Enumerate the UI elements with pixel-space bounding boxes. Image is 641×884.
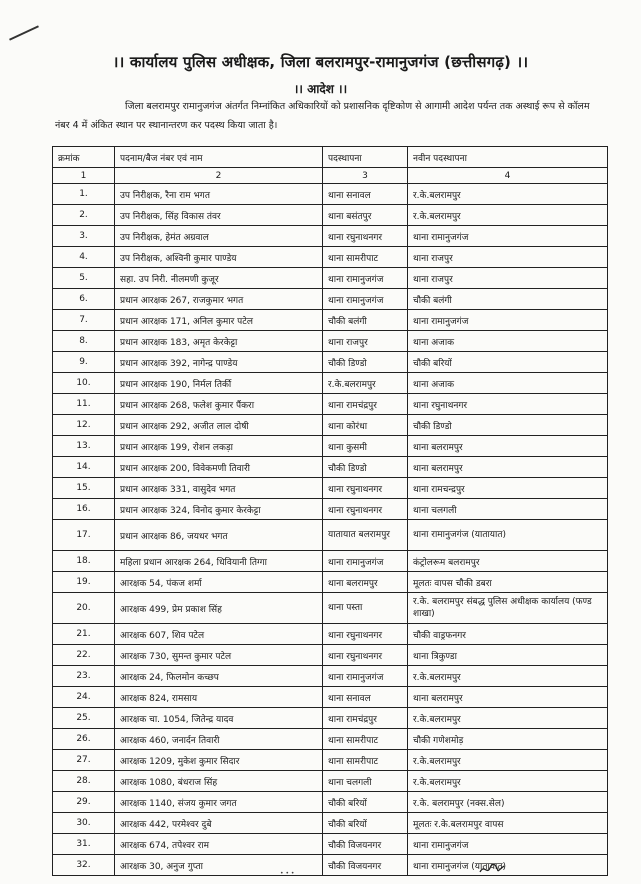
- cell-name: प्रधान आरक्षक 331, वासुदेव भगत: [115, 478, 323, 499]
- cell-name: आरक्षक 1140, संजय कुमार जगत: [115, 792, 323, 813]
- cell-serial: 32.: [53, 855, 115, 876]
- cell-serial: 31.: [53, 834, 115, 855]
- cell-name: महिला प्रधान आरक्षक 264, धिवियानी तिग्गा: [115, 551, 323, 572]
- table-row: [53, 394, 608, 415]
- cell-serial: 9.: [53, 352, 115, 373]
- cell-new-posting: मूलतः र.के.बलरामपुर वापस: [408, 813, 608, 834]
- cell-posting: थाना रामानुजगंज: [323, 289, 408, 310]
- cell-name: आरक्षक 499, प्रेम प्रकाश सिंह: [115, 593, 323, 624]
- cell-serial: 24.: [53, 687, 115, 708]
- table-row: [53, 813, 608, 834]
- cell-new-posting: र.के.बलरामपुर: [408, 205, 608, 226]
- table-row: [53, 792, 608, 813]
- cell-name: उप निरीक्षक, सिंह विकास तंवर: [115, 205, 323, 226]
- cell-name: आरक्षक 24, फिलमोन कच्छप: [115, 666, 323, 687]
- cell-name: प्रधान आरक्षक 190, निर्मल तिर्की: [115, 373, 323, 394]
- cell-new-posting: थाना रामानुजगंज: [408, 310, 608, 331]
- cell-new-posting: थाना रामानुजगंज: [408, 226, 608, 247]
- cell-posting: चौकी विजयनगर: [323, 855, 408, 876]
- cell-name: आरक्षक चा. 1054, जितेन्द्र यादव: [115, 708, 323, 729]
- cell-posting: थाना रघुनाथनगर: [323, 624, 408, 645]
- cell-posting: थाना बसंतपुर: [323, 205, 408, 226]
- table-row: [53, 750, 608, 771]
- cell-new-posting: थाना चलगली: [408, 499, 608, 520]
- cell-name: आरक्षक 824, रामसाय: [115, 687, 323, 708]
- header-new-posting: नवीन पदस्थापना: [408, 147, 608, 168]
- table-row: [53, 687, 608, 708]
- cell-posting: चौकी बलंगी: [323, 310, 408, 331]
- cell-name: आरक्षक 1209, मुकेश कुमार सिदार: [115, 750, 323, 771]
- cell-name: आरक्षक 607, शिव पटेल: [115, 624, 323, 645]
- signature-icon: [478, 862, 506, 876]
- cell-name: आरक्षक 30, अनुज गुप्ता: [115, 855, 323, 876]
- table-header-row: [53, 147, 608, 168]
- table-row: [53, 572, 608, 593]
- cell-name: उप निरीक्षक, अश्विनी कुमार पाण्डेय: [115, 247, 323, 268]
- table-row: [53, 593, 608, 624]
- cell-serial: 12.: [53, 415, 115, 436]
- table-row: [53, 310, 608, 331]
- table-row: [53, 373, 608, 394]
- cell-posting: र.के.बलरामपुर: [323, 373, 408, 394]
- cell-new-posting: थाना बलरामपुर: [408, 436, 608, 457]
- cell-posting: यातायात बलरामपुर: [323, 520, 408, 551]
- cell-new-posting: थाना रामानुजगंज: [408, 834, 608, 855]
- cell-posting: थाना रामानुजगंज: [323, 551, 408, 572]
- cell-serial: 1.: [53, 184, 115, 205]
- cell-posting: चौकी बरियों: [323, 813, 408, 834]
- cell-serial: 8.: [53, 331, 115, 352]
- cell-serial: 10.: [53, 373, 115, 394]
- cell-new-posting: थाना रामानुजगंज (यातायात): [408, 520, 608, 551]
- table-row: [53, 247, 608, 268]
- cell-serial: 20.: [53, 593, 115, 624]
- cell-posting: चौकी बरियों: [323, 792, 408, 813]
- cell-new-posting: थाना अजाक: [408, 373, 608, 394]
- cell-posting: थाना सामरीपाट: [323, 729, 408, 750]
- cell-name: आरक्षक 1080, बंधराज सिंह: [115, 771, 323, 792]
- cell-name: प्रधान आरक्षक 200, विवेकमणी तिवारी: [115, 457, 323, 478]
- table-row: [53, 666, 608, 687]
- cell-posting: चौकी डिण्डो: [323, 457, 408, 478]
- order-heading: ।। आदेश ।।: [293, 82, 348, 96]
- table-row: [53, 708, 608, 729]
- cell-serial: 22.: [53, 645, 115, 666]
- cell-posting: थाना रामानुजगंज: [323, 268, 408, 289]
- table-row: [53, 289, 608, 310]
- cell-new-posting: थाना बलरामपुर: [408, 457, 608, 478]
- table-row: [53, 499, 608, 520]
- table-row: [53, 184, 608, 205]
- cell-serial: 11.: [53, 394, 115, 415]
- table-row: [53, 771, 608, 792]
- cell-new-posting: र.के.बलरामपुर: [408, 771, 608, 792]
- cell-posting: थाना बलरामपुर: [323, 572, 408, 593]
- cell-serial: 5.: [53, 268, 115, 289]
- header-name: पदनाम/बैज नंबर एवं नाम: [115, 147, 323, 168]
- cell-name: आरक्षक 674, तपेश्वर राम: [115, 834, 323, 855]
- table-row: [53, 352, 608, 373]
- cell-posting: थाना रामानुजगंज: [323, 666, 408, 687]
- cell-new-posting: चौकी वाड्रफनगर: [408, 624, 608, 645]
- cell-serial: 26.: [53, 729, 115, 750]
- cell-posting: थाना सनावल: [323, 184, 408, 205]
- cell-serial: 21.: [53, 624, 115, 645]
- table-row: [53, 551, 608, 572]
- cell-name: सहा. उप निरी. नीलमणी कुजूर: [115, 268, 323, 289]
- cell-posting: थाना सनावल: [323, 687, 408, 708]
- cell-new-posting: र.के. बलरामपुर (नक्स.सेल): [408, 792, 608, 813]
- cell-new-posting: थाना रघुनाथनगर: [408, 394, 608, 415]
- table-row: [53, 331, 608, 352]
- header-posting: पदस्थापना: [323, 147, 408, 168]
- cell-posting: थाना रघुनाथनगर: [323, 226, 408, 247]
- col-number: 3: [323, 168, 408, 184]
- cell-serial: 30.: [53, 813, 115, 834]
- cell-posting: थाना पस्ता: [323, 593, 408, 624]
- office-title: ।। कार्यालय पुलिस अधीक्षक, जिला बलरामपुर-रामानुजगंज (छत्तीसगढ़) ।।: [112, 53, 529, 71]
- cell-serial: 2.: [53, 205, 115, 226]
- cell-name: प्रधान आरक्षक 171, अनिल कुमार पटेल: [115, 310, 323, 331]
- cell-serial: 23.: [53, 666, 115, 687]
- cell-serial: 4.: [53, 247, 115, 268]
- cell-name: प्रधान आरक्षक 199, रोशन लकड़ा: [115, 436, 323, 457]
- cell-new-posting: थाना रामचन्द्रपुर: [408, 478, 608, 499]
- cell-name: प्रधान आरक्षक 86, जयधर भगत: [115, 520, 323, 551]
- header-serial: क्रमांक: [53, 147, 115, 168]
- cell-posting: थाना रघुनाथनगर: [323, 499, 408, 520]
- cell-posting: थाना राजपुर: [323, 331, 408, 352]
- table-row: [53, 855, 608, 876]
- cell-serial: 25.: [53, 708, 115, 729]
- cell-new-posting: थाना अजाक: [408, 331, 608, 352]
- table-row: [53, 478, 608, 499]
- cell-posting: चौकी डिण्डो: [323, 352, 408, 373]
- table-row: [53, 436, 608, 457]
- cell-posting: थाना सामरीपाट: [323, 750, 408, 771]
- cell-new-posting: थाना त्रिकुण्डा: [408, 645, 608, 666]
- cell-serial: 16.: [53, 499, 115, 520]
- order-intro-text: जिला बलरामपुर रामानुजगंज अंतर्गत निम्नांकित अधिकारियों को प्रशासनिक दृष्टिकोण से आगामी आदेश पर्यन्त तक अस्थाई रूप से कॉलम नंबर 4 में अंकित स्थान पर स्थानान्तरण कर पदस्थ किया जाता है।: [55, 101, 590, 131]
- col-number: 2: [115, 168, 323, 184]
- table-row: [53, 624, 608, 645]
- cell-name: प्रधान आरक्षक 183, अमृत केरकेट्टा: [115, 331, 323, 352]
- cell-new-posting: थाना बलरामपुर: [408, 687, 608, 708]
- table-row: [53, 226, 608, 247]
- cell-posting: थाना रघुनाथनगर: [323, 645, 408, 666]
- cell-new-posting: चौकी बलंगी: [408, 289, 608, 310]
- cell-new-posting: र.के.बलरामपुर: [408, 708, 608, 729]
- cell-new-posting: र.के.बलरामपुर: [408, 750, 608, 771]
- col-number: 1: [53, 168, 115, 184]
- cell-serial: 3.: [53, 226, 115, 247]
- cell-serial: 7.: [53, 310, 115, 331]
- column-number-row: [53, 168, 608, 184]
- margin-mark: [9, 25, 39, 40]
- transfer-table: [52, 146, 608, 876]
- cell-serial: 13.: [53, 436, 115, 457]
- table-row: [53, 415, 608, 436]
- cell-serial: 27.: [53, 750, 115, 771]
- cell-new-posting: चौकी डिण्डो: [408, 415, 608, 436]
- cell-new-posting: र.के.बलरामपुर: [408, 184, 608, 205]
- table-row: [53, 729, 608, 750]
- table-row: [53, 205, 608, 226]
- cell-posting: थाना चलगली: [323, 771, 408, 792]
- cell-new-posting: मूलतः वापस चौकी डबरा: [408, 572, 608, 593]
- cell-name: उप निरीक्षक, रैना राम भगत: [115, 184, 323, 205]
- cell-name: आरक्षक 730, सुमन्त कुमार पटेल: [115, 645, 323, 666]
- cell-name: आरक्षक 442, परमेश्वर दुबे: [115, 813, 323, 834]
- cell-serial: 6.: [53, 289, 115, 310]
- cell-new-posting: चौकी गणेशमोड़: [408, 729, 608, 750]
- cell-name: प्रधान आरक्षक 392, नागेन्द्र पाण्डेय: [115, 352, 323, 373]
- cell-new-posting: र.के.बलरामपुर: [408, 666, 608, 687]
- cell-posting: थाना रामचंद्रपुर: [323, 394, 408, 415]
- cell-posting: थाना कोरंधा: [323, 415, 408, 436]
- cell-serial: 29.: [53, 792, 115, 813]
- footer-mark: • • •: [280, 870, 295, 877]
- cell-name: प्रधान आरक्षक 268, फलेश कुमार पैंकरा: [115, 394, 323, 415]
- table-row: [53, 645, 608, 666]
- cell-new-posting: थाना राजपुर: [408, 268, 608, 289]
- cell-name: आरक्षक 54, पंकज शर्मा: [115, 572, 323, 593]
- table-row: [53, 457, 608, 478]
- cell-posting: थाना रामचंद्रपुर: [323, 708, 408, 729]
- cell-posting: चौकी विजयनगर: [323, 834, 408, 855]
- cell-posting: थाना रघुनाथनगर: [323, 478, 408, 499]
- cell-name: उप निरीक्षक, हेमंत अग्रवाल: [115, 226, 323, 247]
- cell-new-posting: चौकी बरियों: [408, 352, 608, 373]
- cell-serial: 15.: [53, 478, 115, 499]
- col-number: 4: [408, 168, 608, 184]
- cell-serial: 19.: [53, 572, 115, 593]
- cell-posting: थाना सामरीपाट: [323, 247, 408, 268]
- cell-serial: 18.: [53, 551, 115, 572]
- cell-name: प्रधान आरक्षक 324, विनोद कुमार केरकेट्टा: [115, 499, 323, 520]
- cell-new-posting: र.के. बलरामपुर संबद्ध पुलिस अधीक्षक कार्यालय (फण्ड शाखा): [408, 593, 608, 624]
- table-row: [53, 268, 608, 289]
- cell-name: प्रधान आरक्षक 267, राजकुमार भगत: [115, 289, 323, 310]
- cell-posting: थाना कुसमी: [323, 436, 408, 457]
- cell-name: आरक्षक 460, जनार्दन तिवारी: [115, 729, 323, 750]
- cell-new-posting: कंट्रोलरूम बलरामपुर: [408, 551, 608, 572]
- cell-serial: 28.: [53, 771, 115, 792]
- table-row: [53, 520, 608, 551]
- cell-name: प्रधान आरक्षक 292, अजीत लाल दोषी: [115, 415, 323, 436]
- cell-serial: 17.: [53, 520, 115, 551]
- cell-serial: 14.: [53, 457, 115, 478]
- table-row: [53, 834, 608, 855]
- cell-new-posting: थाना राजपुर: [408, 247, 608, 268]
- cell-new-posting: थाना रामानुजगंज (यातायात): [408, 855, 608, 876]
